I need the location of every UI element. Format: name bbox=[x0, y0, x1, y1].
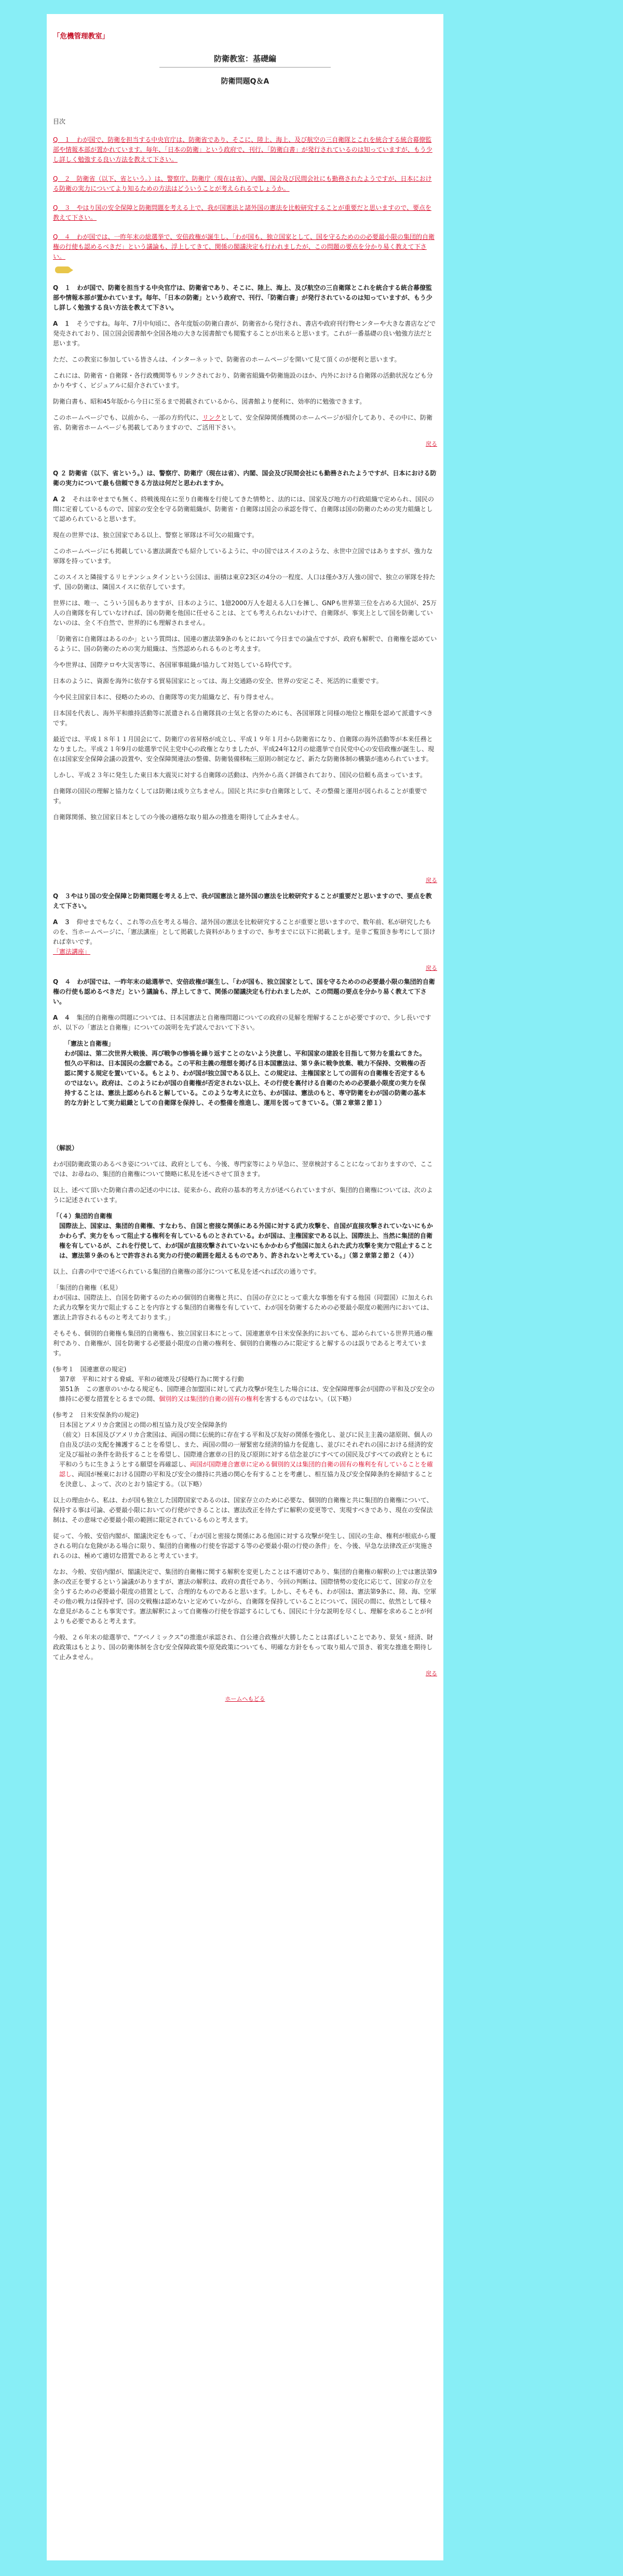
toc-heading: 目次 bbox=[53, 118, 66, 125]
home-link[interactable]: ホームへもどる bbox=[225, 1696, 265, 1702]
answer-1-paragraph: 防衛白書も、昭和45年版から今日に至るまで掲載されているから、図書館より便利に、効率的に勉強できます。 bbox=[53, 398, 366, 405]
back-link[interactable]: 戻る bbox=[426, 877, 437, 884]
quote-body: わが国は、第二次世界大戦後、再び戦争の惨禍を繰り返すことのないよう決意し、平和国家の建設を目指して努力を重ねてきた。恒久の平和は、日本国民の念願である。この平和主義の理想を掲げる日本国憲法は、第９条に戦争放棄、戦力不保持、交戦権の否認に関する規定を置いている。もとより、わが国が独立国である以上、この規定は、主権国家としての固有の自衛権を否定するものではない。政府は、このようにわが国の自衛権が否定されない以上、その行使を裏付ける自衛のための必要最小限度の実力を保持することは、憲法上認められると解している。このような考えに立ち、わが国は、憲法のもと、専守防衛をわが国の防衛の基本的な方針として実力組織としての自衛隊を保持し、その整備を推進し、運用を図ってきている。（第２章第２節１） bbox=[64, 1050, 426, 1106]
answer-2-paragraph: 日本のように、資源を海外に依存する貿易国家にとっては、海上交通路の安全、世界の安定こそ、死活的に重要です。 bbox=[53, 677, 383, 685]
footer bbox=[53, 1694, 437, 1704]
commentary-paragraph: 今般、２６年末の総選挙で、“アベノミックス”の推進が承認され、自公連合政権が大勝したことは喜ばしいことであり、景気・経済、財政政策はもとより、国の防衛体制を含む安全保障政策や原発政策についても、明確な方針をもって取り組んで頂き、着実な推進を期待して止みません。 bbox=[53, 1634, 434, 1661]
site-title: 「危機管理教室」 bbox=[53, 32, 109, 41]
toc-link-q3[interactable]: Q ３ やはり国の安全保障と防衛問題を考える上で、我が国憲法と諸外国の憲法を比較研究することが重要だと思いますので、要点を教えて下さい。 bbox=[53, 204, 431, 221]
reference-line: 第51条 この憲章のいかなる規定も、国際連合加盟国に対して武力攻撃が発生した場合には、安全保障理事会が国際の平和及び安全の維持に必要な措置をとるまでの間、個別的又は集団的自衛の固有の権利を害するものではない。（以下略） bbox=[59, 1385, 435, 1403]
commentary-paragraph: わが国は、国際法上、自国を防衛するのための個別的自衛権と共に、自国の存立にとって重大な事態を有する他国（同盟国）に加えられた武力攻撃を実力で阻止することを内容とする集団的自衛権を有していて、わが国を防衛するための必要最小限度の範囲内においては、憲法上許容されるものと考えております。」 bbox=[53, 1294, 433, 1321]
answer-2-paragraph: 日本国を代表し、海外平和維持活動等に派遣される自衛隊員の士気と名誉のためにも、各国軍隊と同様の地位と権限を認めて派遣すべきです。 bbox=[53, 710, 433, 727]
answer-2-paragraph: 「防衛省に自衛隊はあるのか」という質問は、国連の憲法第9条のもとにおいて今日までの論点ですが、政府も解釈で、自衛権を認めているように、国の防衛のための実力組織は、当然認められるものと考えます。 bbox=[53, 635, 437, 652]
title-divider bbox=[159, 67, 331, 68]
commentary-paragraph: なお、今般、安倍内閣が、閣議決定で、集団的自衛権に関する解釈を変更したことは不適切であり、集団的自衛権の解釈の上では憲法第9条の改正を要するという論議がありますが、憲法の解釈は、政府の責任であり、今回の判断は、国際情勢の変化に応じて、国家の存立を全うするための必要最小限度の措置として、合理的なものであると思います。しかし、そもそも、わが国は、憲法第9条に、陸、海、空軍その他の戦力は保持せず、国の交戦権は認めないと定めていながら、自衛隊を保持していることについて、国民の間に、依然として様々な意見があることも事実です。憲法解釈によって自衛権の行使を容認するにしても、国民に十分な説明を尽くし、理解を求めることが何よりも必要であると考えます。 bbox=[53, 1568, 437, 1625]
commentary-paragraph: 以上の理由から、私は、わが国も独立した国際国家であるのは、国家存立のために必要な、個別的自衛権と共に集団的自衛権について、保持する事は可論、必要最小限においての行使ができることは、憲法改正を待たずに解釈の変更等で、実現すべきであり、現在の安保法制は、その意味で必要最小限の範囲に限定されているものと考えます。 bbox=[53, 1497, 433, 1524]
reference-line: 第7章 平和に対する脅威、平和の破壊及び侵略行為に関する行動 bbox=[59, 1376, 244, 1383]
quote-title: 「憲法と自衛権」 bbox=[64, 1040, 115, 1047]
back-link-row bbox=[53, 439, 437, 449]
answer-1-paragraph: A １ そうですね。毎年、7月中旬頃に、各年度版の防衛白書が、防衛省から発行され、書店や政府刊行物センターや大きな書店などで発売されており、国立国会図書館や全国各地の大きな図書館でも閲覧することが出来ると思います。これが一番基礎の良い勉強方法だと思います。 bbox=[53, 320, 436, 347]
answer-2-paragraph: 今や世界は、国際テロや大災害等に、各国軍事組織が協力して対処している時代です。 bbox=[53, 661, 296, 669]
commentary-heading: 「（４）集団的自衛権 bbox=[53, 1212, 113, 1220]
qa-section-4 bbox=[53, 977, 437, 1662]
back-link[interactable]: 戻る bbox=[426, 965, 437, 971]
reference-title: (参考２ 日米安保条約の規定) bbox=[53, 1411, 139, 1419]
answer-2-paragraph: 現在の世界では、独立国家である以上、警察と軍隊は不可欠の組織です。 bbox=[53, 531, 259, 539]
answer-2-paragraph: しかし、平成２３年に発生した東日本大震災に対する自衛隊の活動は、内外から高く評価されており、国民の信頼も高まっています。 bbox=[53, 771, 427, 779]
answer-2-paragraph: 最近では、平成１８年１１月国会にて、防衛庁の省昇格が成立し、平成１９年１月から防衛省になり、自衛隊の海外活動等が本来任務となりました。平成２１年9月の総選挙で民主党中心の政権となりましたが、平成24年12月の総選挙で自民党中心の安倍政権が誕生し、現在は国家安全保障会議の設置や、安全保障関連法の整備、防衛装備移転三原則の制定など、新たな防衛体制の構築が進められています。 bbox=[53, 736, 435, 763]
answer-4-paragraph: A ４ 集団的自衛権の問題については、日本国憲法と自衛権問題についての政府の見解を理解することが必要ですので、少し長いですが、以下の「憲法と自衛権」についての説明を先ず読んでおいて下さい。 bbox=[53, 1014, 431, 1031]
back-link[interactable]: 戻る bbox=[426, 441, 437, 447]
qa-section-2 bbox=[53, 469, 437, 822]
toc-link-q4[interactable]: Q ４ わが国では、一昨年末の総選挙で、安倍政権が誕生し、「わが国も、独立国家として、国を守るためのの必要最小限の集団的自衛権の行使も認めるべきだ」という議論も、浮上してきて、関係の閣議決定も行われましたが、この問題の要点を分かり易く教えて下さい。 bbox=[53, 233, 435, 260]
question-3: Q ３やはり国の安全保障と防衛問題を考える上で、我が国憲法と諸外国の憲法を比較研究することが重要だと思いますので、要点を教えて下さい。 bbox=[53, 892, 432, 910]
commentary-quote: 国際法上、国家は、集団的自衛権、すなわち、自国と密接な関係にある外国に対する武力攻撃を、自国が直接攻撃されていないにもかかわらず、実力をもって阻止する権利を有しているものとされている。わが国は、主権国家である以上、国際法上、当然に集団的自衛権を有しているが、これを行使して、わが国が直接攻撃されていないにもかかわらず他国に加えられた武力攻撃を実力で阻止することは、憲法第９条のもとで許容される実力の行使の範囲を超えるものであり、許されないと考えている。」（第２章第２節２（４）） bbox=[59, 1222, 434, 1259]
answer-2-paragraph: 世界には、唯一、こういう国もありますが、日本のように、1億2000万人を超える人口を擁し、GNPも世界第三位を占める大国が、25万人の自衛隊を有していなければ、国の防衛を他国に任せることは、とても考えられないわけで、自衛隊が、事実上として国を防衛していないのは、全く不自然で、世界的にも理解されません。 bbox=[53, 599, 437, 626]
answer-2-paragraph: A ２ それは幸せまでも無く、終戦後現在に至り自衛権を行使してきた情勢と、法的には、国家及び地方の行政組織で定められ、国民の間に定着しているもので、国家の安全を守る防衛組織が、防衛省・自衛隊は国会の承認を得て、自衛隊は国の防衛のための実力組織として認められていると思います。 bbox=[53, 496, 434, 523]
answer-2-paragraph: 自衛隊関係、独立国家日本としての今後の適格な取り組みの推進を期待して止みません。 bbox=[53, 813, 303, 821]
page-container bbox=[47, 14, 443, 2560]
commentary-paragraph: 以上、述べて頂いた防衛白書の記述の中には、従来から、政府の基本的考え方が述べられていますが、集団的自衛権については、次のように記述されています。 bbox=[53, 1186, 433, 1204]
reference-line: （前文）日本国及びアメリカ合衆国は、両国の間に伝統的に存在する平和及び友好の関係を強化し、並びに民主主義の諸原則、個人の自由及び法の支配を擁護することを希望し、また、両国の間の一層緊密な経済的協力を促進し、並びにそれぞれの国における経済的安定及び福祉の条件を助長することを希望し、国際連合憲章の目的及び原則に対する信念並びにすべての国民及びすべての政府とともに平和のうちに生きようとする願望を再確認し、両国が国際連合憲章に定める個別的又は集団的自衛の固有の権利を有していることを確認し、両国が極東における国際の平和及び安全の維持に共通の関心を有することを考慮し、相互協力及び安全保障条約を締結することを決意し、よって、次のとおり協定する。（以下略） bbox=[59, 1431, 434, 1488]
commentary-paragraph: そもそも、個別的自衛権も集団的自衛権も、独立国家日本にとって、国連憲章や日米安保条約においても、認められている世界共通の権利であり、自衛権が、国を防衛する必要最小限度の自衛の権利を、個別的自衛権のみに限定すると解するのは誤りであると考えています。 bbox=[53, 1330, 433, 1357]
back-link-row bbox=[53, 875, 437, 885]
back-link-row bbox=[53, 1669, 437, 1678]
commentary-paragraph: 従って、今般、安倍内閣が、閣議決定をもって、「わが国と密接な関係にある他国に対する攻撃が発生し、国民の生命、権利が根底から覆される明白な危険がある場合に限り、集団的自衛権の行使を容認する等の必要最小限の行使の条件」を、今後、早急な法律改正が実施されるのは、極めて適切な措置であると考えています。 bbox=[53, 1532, 436, 1559]
reference-line: 日本国とアメリカ合衆国との間の相互協力及び安全保障条約 bbox=[59, 1421, 227, 1429]
commentary-paragraph: わが国防衛政策のあるべき姿については、政府としても、今後、専門家等により早急に、翌章検討することになっておりますので、ここでは、お尋ねの、集団的自衛権について簡略に私見を述べさせて頂きます。 bbox=[53, 1160, 433, 1178]
answer-1-paragraph: このホームページでも、以前から、一部の方約代に、リンクとして、安全保障関係機関のホームページが紹介してあり、その中に、防衛省、防衛省ホームページも掲載してありますので、ご活用下さい。 bbox=[53, 414, 433, 431]
answer-2-paragraph: 今や民主国家日本に、侵略のための、自衛隊等の実力組織など、有り得ません。 bbox=[53, 693, 278, 701]
question-1: Q １ わが国で、防衛を担当する中央官庁は、防衛省であり、そこに、陸上、海上、及び航空の三自衛隊とこれを統合する統合幕僚監部や情報本部が置かれています。毎年、「日本の防衛」という政府で、刊行、「防衛白書」が発行されているのは知っていますが、もう少し詳しく勉強する良い方法を教えて下さい。 bbox=[53, 284, 432, 311]
answer-label: A ２ bbox=[53, 496, 66, 503]
table-of-contents bbox=[53, 135, 437, 275]
answer-1-paragraph: これには、防衛省・自衛隊・各行政機関等もリンクされており、防衛省組織や防衛施設のほか、内外における自衛隊の活動状況なども分かりやすく、ビジュアルに紹介されています。 bbox=[53, 372, 433, 389]
toc-link-q1[interactable]: Q １ わが国で、防衛を担当する中央官庁は、防衛省であり、そこに、陸上、海上、及び航空の三自衛隊とこれを統合する統合幕僚監部や情報本部が置かれています。毎年、「日本の防衛」という政府で、刊行、「防衛白書」が発行されているのは知っていますが、もう少し詳しく勉強する良い方法を教えて下さい。 bbox=[53, 136, 432, 163]
link-inline[interactable]: リンク bbox=[202, 414, 221, 421]
page-subtitle: 防衛問題Q＆A bbox=[221, 77, 269, 86]
reference-title: (参考１ 国連憲章の規定) bbox=[53, 1366, 127, 1373]
toc-link-q2[interactable]: Q ２ 防衛省（以下、省という。）は、警察庁、防衛庁（現在は省）、内閣、国会及び民間会社にも勤務されたようですが、日本における防衛の実力についてより知るための方法はどういうことが考えられるでしょうか。 bbox=[53, 175, 432, 192]
back-link-row bbox=[53, 963, 437, 973]
qa-section-1 bbox=[53, 283, 437, 433]
pointing-hand-icon bbox=[55, 266, 71, 273]
answer-2-paragraph: このホームページにも掲載している憲法調査でも紹介しているように、中の国ではスイスのような、永世中立国ではありますが、強力な軍隊を持っています。 bbox=[53, 548, 433, 565]
question-2: Q ２ 防衛省（以下、省という。）は、警察庁、防衛庁（現在は省）、内閣、国会及び民間会社にも勤務されたようですが、日本における防衛の実力について最も信頼できる方法は何だと思われますか。 bbox=[53, 470, 437, 487]
commentary-paragraph: 以上、白書の中でで述べられている集団的自衛権の部分について私見を述べれば次の通りです。 bbox=[53, 1268, 320, 1275]
answer-2-paragraph: 自衛隊の国民の理解と協力なくしては防衛は成り立ちません。国民と共に歩む自衛隊として、その整備と運用が図られることが重要です。 bbox=[53, 788, 427, 805]
question-4: Q ４ わが国では、一昨年末の総選挙で、安倍政権が誕生し、「わが国も、独立国家として、国を守るためのの必要最小限の集団的自衛権の行使も認めるべきだ」という議論も、浮上してきて、関係の閣議決定も行われましたが、この問題の要点を分かり易く教えて下さい。 bbox=[53, 978, 435, 1005]
qa-section-3 bbox=[53, 891, 437, 957]
answer-label: A １ bbox=[53, 320, 71, 327]
answer-label: A ４ bbox=[53, 1014, 71, 1021]
answer-label: A ３ bbox=[53, 918, 71, 926]
page-title: 防衛教室：基礎編 bbox=[213, 54, 276, 63]
commentary-paragraph: 「集団的自衛権（私見） bbox=[53, 1284, 122, 1291]
constitution-lecture-link[interactable]: 「憲法講座」 bbox=[53, 948, 91, 955]
answer-2-paragraph: このスイスと隣接するリヒテンシュタインという公国は、面積は東京23区の4分の一程度、人口は僅か3万人強の国で、独立の軍隊を持たず、国の防衛は、隣国スイスに依存しています。 bbox=[53, 573, 436, 591]
answer-1-paragraph: ただ、この教室に参加している皆さんは、インターネットで、防衛省のホームページを開いて見て頂くのが便利と思います。 bbox=[53, 356, 401, 363]
quoted-passage bbox=[53, 1039, 437, 1108]
answer-3-paragraph: A ３ 仰せまでもなく、これ等の点を考える場合、諸外国の憲法を比較研究することが重要と思いますので、数年前、私が研究したものを、当ホームページに、「憲法講座」として掲載した資料がありますので、参考までに以下に掲載します。是非ご覧頂き参考にして頂ければ幸いです。 「憲法講座」 bbox=[53, 918, 436, 955]
back-link[interactable]: 戻る bbox=[426, 1670, 437, 1677]
commentary-label: （解説） bbox=[53, 1144, 78, 1152]
